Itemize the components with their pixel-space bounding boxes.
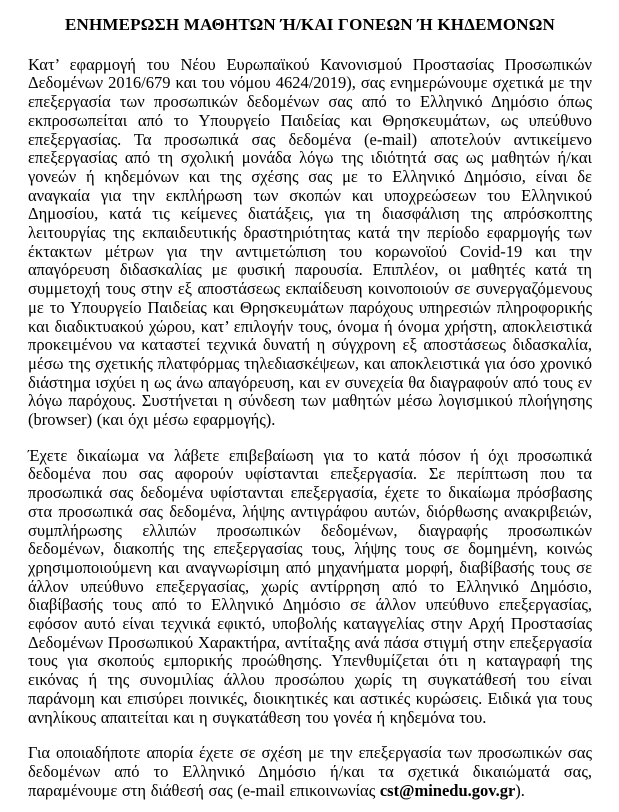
contact-email: cst@minedu.gov.gr [379, 780, 516, 800]
paragraph-data-processing-info: Κατ’ εφαρμογή του Νέου Ευρωπαϊκού Κανονισμού Προστασίας Προσωπικών Δεδομένων 2016/679 και του νόμου 4624/2019), σας ενημερώνουμε σχετικά με την επεξεργασία των προσωπικών δεδομένων σας από το Ελληνικό Δημόσιο όπως εκπροσωπείται από το Υπουργείο Παιδείας και Θρησκευμάτων, ως υπεύθυνο επεξεργασίας. Τα προσωπικά σας δεδομένα (e-mail) αποτελούν αντικείμενο επεξεργασίας από τη σχολική μονάδα λόγω της ιδιότητά σας ως μαθητών ή/και γονεών ή κηδεμόνων και της σχέσης σας με το Ελληνικό Δημόσιο, είναι δε αναγκαία για την εκπλήρωση των σκοπών και υποχρεώσεων του Ελληνικού Δημοσίου, κατά τις κείμενες διατάξεις, για τη διασφάλιση της απρόσκοπτης λειτουργίας της εκπαιδευτικής δραστηριότητας κατά την περίοδο εφαρμογής των έκτακτων μέτρων για την αντιμετώπιση του κορωνοϊού Covid-19 και την απαγόρευση διδασκαλίας με φυσική παρουσία. Επιπλέον, οι μαθητές κατά τη συμμετοχή τους στην εξ αποστάσεως εκπαίδευση κοινοποιούν σε συνεργαζόμενους με το Υπουργείο Παιδείας και Θρησκευμάτων παρόχους υπηρεσιών πληροφορικής και διαδικτυακού χώρου, κατ’ επιλογήν τους, όνομα ή όνομα χρήστη, αποκλειστικά προκειμένου να καταστεί τεχνικά δυνατή η σύγχρονη εξ αποστάσεως διδασκαλία, μέσω της σχετικής πλατφόρμας τηλεδιασκέψεων, και αποκλειστικά για όσο χρονικό διάστημα ισχύει η ως άνω απαγόρευση, και εν συνεχεία θα διαγραφούν από τους εν λόγω παρόχους. Συστήνεται η σύνδεση των μαθητών μέσω λογισμικού πλοήγησης (browser) (και όχι μέσω εφαρμογής). [28, 54, 592, 430]
document-title: ΕΝΗΜΕΡΩΣΗ ΜΑΘΗΤΩΝ Ή/ΚΑΙ ΓΟΝΕΩΝ Ή ΚΗΔΕΜΟΝΩΝ [64, 15, 556, 34]
contact-text-after-email: ). [515, 780, 525, 800]
paragraph-data-subject-rights: Έχετε δικαίωμα να λάβετε επιβεβαίωση για το κατά πόσον ή όχι προσωπικά δεδομένα που σας αφορούν υφίστανται επεξεργασία. Σε περίπτωση που τα προσωπικά σας δεδομένα υφίστανται επεξεργασία, έχετε το δικαίωμα πρόσβασης στα προσωπικά σας δεδομένα, λήψης αντιγράφου αυτών, διόρθωσης ανακριβειών, συμπλήρωσης ελλιπών προσωπικών δεδομένων, διαγραφής προσωπικών δεδομένων, διακοπής της επεξεργασίας τους, λήψης τους σε δομημένη, κοινώς χρησιμοποιούμενη και αναγνωρίσιμη από μηχανήματα μορφή, διαβίβασής τους σε άλλον υπεύθυνο επεξεργασίας, χωρίς αντίρρηση από το Ελληνικό Δημόσιο, διαβίβασής τους από το Ελληνικό Δημόσιο σε άλλον υπεύθυνο επεξεργασίας, εφόσον αυτό είναι τεχνικά εφικτό, υποβολής καταγγελίας στην Αρχή Προστασίας Δεδομένων Προσωπικού Χαρακτήρα, αντίταξης ανά πάσα στιγμή στην επεξεργασία τους για σκοπούς εμπορικής προώθησης. Υπενθυμίζεται ότι η καταγραφή της εικόνας ή της συνομιλίας άλλου προσώπου χωρίς τη συγκατάθεσή του είναι παράνομη και επισύρει ποινικές, διοικητικές και αστικές κυρώσεις. Ειδικά για τους ανηλίκους απαιτείται και η συγκατάθεση του γονέα ή κηδεμόνα του. [28, 445, 592, 727]
contact-text-before-email: Για οποιαδήποτε απορία έχετε σε σχέση με την επεξεργασία των προσωπικών σας δεδομένων από το Ελληνικό Δημόσιο ή/και τα σχετικά δικαιώματά σας, παραμένουμε στη διάθεσή σας (e-mail επικοινωνίας [28, 743, 592, 800]
paragraph-contact-info [28, 744, 592, 800]
